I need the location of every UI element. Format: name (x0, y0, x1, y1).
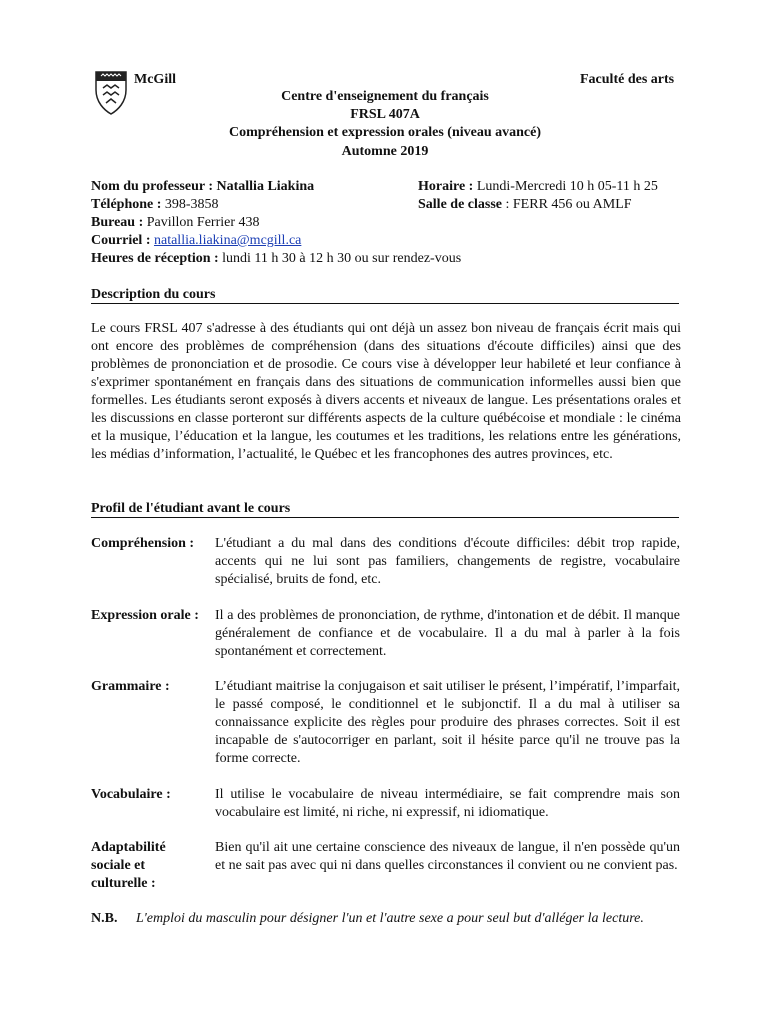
office-hours-line (91, 250, 461, 268)
email-label: Courriel : (91, 233, 154, 248)
profile-text-expression: Il a des problèmes de prononciation, de rythme, d'intonation et de débit. Il manque généralement de confiance et de vocabulaire. Il a du mal à parler à la fois spontanément et correctement. (215, 608, 680, 659)
centre-name: Centre d'enseignement du français (281, 89, 489, 104)
profile-label-grammaire: Grammaire : (91, 679, 170, 694)
professor-line (91, 178, 314, 196)
term: Automne 2019 (341, 144, 429, 159)
schedule-line (418, 178, 658, 196)
office-label: Bureau : (91, 215, 147, 230)
office-line (91, 214, 260, 232)
email-link[interactable]: natallia.liakina@mcgill.ca (153, 233, 302, 248)
phone-label: Téléphone : (91, 197, 165, 212)
office-hours-label: Heures de réception : (91, 251, 223, 266)
profile-text-comprehension: L'étudiant a du mal dans des conditions d'écoute difficiles: débit trop rapide, accents qui ne lui sont pas familiers, changements de registre, vocabulaire spécialisé, bruits de fond, etc. (215, 536, 680, 587)
room-label: Salle de classe (418, 197, 502, 212)
profile-label-comprehension: Compréhension : (91, 536, 195, 551)
professor-label: Nom du professeur : (91, 179, 217, 194)
office-value: Pavillon Ferrier 438 (146, 215, 260, 230)
course-code: FRSL 407A (350, 107, 420, 122)
course-title: Compréhension et expression orales (niveau avancé) (229, 125, 541, 140)
note-label: N.B. (91, 911, 118, 926)
phone-value: 398-3858 (164, 197, 219, 212)
note-text: L'emploi du masculin pour désigner l'un et l'autre sexe a pour seul but d'alléger la lecture. (136, 911, 644, 926)
schedule-label: Horaire : (418, 179, 477, 194)
phone-line (91, 196, 219, 214)
profile-heading: Profil de l'étudiant avant le cours (91, 500, 679, 518)
profile-text-vocabulaire: Il utilise le vocabulaire de niveau intermédiaire, se fait comprendre mais son vocabulaire est limité, ni riche, ni expressif, ni idiomatique. (215, 787, 680, 820)
email-line (91, 232, 301, 250)
profile-label-expression: Expression orale : (91, 608, 199, 623)
profile-label-vocabulaire: Vocabulaire : (91, 787, 171, 802)
profile-label-adaptabilite: Adaptabilité sociale et culturelle : (91, 840, 166, 891)
office-hours-value: lundi 11 h 30 à 12 h 30 ou sur rendez-vous (222, 251, 462, 266)
description-heading: Description du cours (91, 286, 679, 304)
room-line (418, 196, 632, 214)
room-value: : FERR 456 ou AMLF (502, 197, 632, 212)
description-text: Le cours FRSL 407 s'adresse à des étudiants qui ont déjà un assez bon niveau de français écrit mais qui ont encore des problèmes de compréhension (dans des situations d'écoute difficiles) ainsi que des problèmes de prononciation et de prosodie. Ce cours vise à développer leur habileté et leur confiance à s'exprimer spontanément en français dans des situations de communication informelles aussi bien que formelles. Les étudiants seront exposés à divers accents et niveaux de langue. Les présentations orales et les discussions en classe porteront sur différents aspects de la culture québécoise et mondiale : le cinéma et la musique, l’éducation et la langue, les coutumes et les traditions, les relations entre les générations, les médias d’information, l’actualité, le Québec et les francophones des autres provinces, etc. (91, 321, 681, 462)
profile-text-adaptabilite: Bien qu'il ait une certaine conscience des niveaux de langue, il n'en possède qu'un et ne sait pas avec qui ni dans quelles circonstances il convient ou ne convient pas. (215, 840, 680, 873)
professor-name: Natallia Liakina (216, 179, 315, 194)
schedule-value: Lundi-Mercredi 10 h 05-11 h 25 (476, 179, 658, 194)
profile-text-grammaire: L’étudiant maitrise la conjugaison et sait utiliser le présent, l’impératif, l’imparfait, le passé composé, le conditionnel et le subjonctif. Il a du mal à utiliser sa connaissance explicite des règles pour produire des phrases correctes. Soit il est incapable de s'autocorriger en parlant, soit il hésite parce qu'il ne trouve pas la forme correcte. (215, 679, 680, 766)
university-name: McGill (134, 72, 176, 87)
faculty-name: Faculté des arts (580, 72, 675, 87)
